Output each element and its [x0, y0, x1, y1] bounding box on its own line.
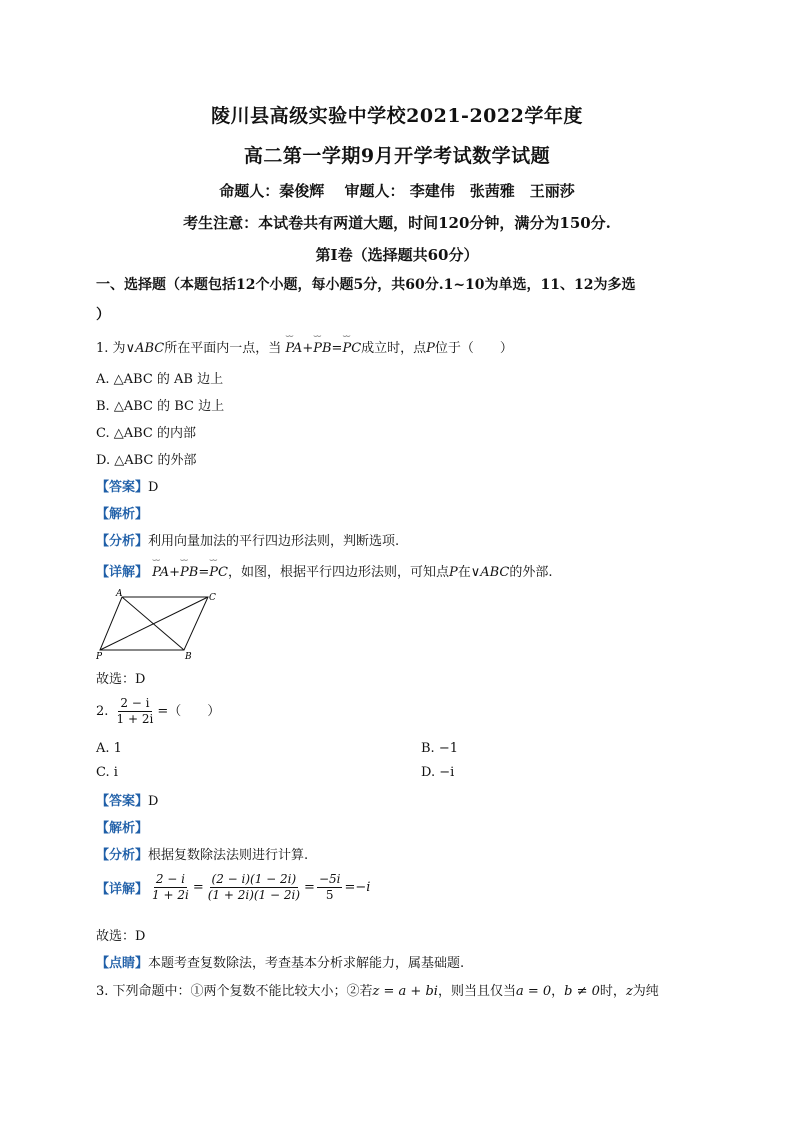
vector-pb: ⌣⌣ PB: [313, 341, 331, 356]
q1-option-c: C. △ABC 的内部: [96, 426, 197, 441]
q2-detail-equation: 【详解】 $\frac{2 - i}{1 + 2i}$ = $\frac{(2 - i)(1 - 2i)}{(1 + 2i)(1 - 2i)}$ = $\frac{-5i}{5}$ = −i: [96, 872, 371, 902]
vertex-a-label: A: [116, 589, 123, 599]
q2-option-d: D. −i: [421, 765, 455, 780]
q2-option-c: C. i: [96, 765, 118, 780]
q1-fenxi: 【分析】利用向量加法的平行四边形法则，判断选项.: [96, 534, 400, 549]
q3-stem: 3. 下列命题中：①两个复数不能比较大小；②若z = a + bi，则当且仅当a = 0，b ≠ 0时，z为纯: [96, 984, 659, 999]
q2-fraction: $\frac{2 - i}{1 + 2i}$: [116, 696, 154, 726]
part-heading: 第Ⅰ卷（选择题共60分）: [315, 246, 479, 264]
q2-answer: 【答案】D: [96, 794, 159, 809]
q2-fenxi: 【分析】根据复数除法法则进行计算.: [96, 848, 309, 863]
section-heading-cont: ）: [96, 307, 110, 323]
vertex-c-label: C: [209, 593, 216, 603]
q2-point: 【点睛】本题考查复数除法，考查基本分析求解能力，属基础题.: [96, 956, 465, 971]
q2-detail: [96, 872, 370, 903]
section-heading: 一、选择题（本题包括12个小题，每小题5分，共60分.1~10为单选，11、12为多选: [96, 277, 636, 293]
q1-option-d: D. △ABC 的外部: [96, 453, 197, 468]
vertex-b-label: B: [185, 652, 192, 660]
q2-option-a: A. 1: [96, 741, 122, 756]
q2-number: 2.: [96, 704, 109, 719]
q2-stem: 2. $\frac{2 - i}{1 + 2i}$ =（ ）: [96, 696, 221, 726]
exam-title: 陵川县高级实验中学校2021-2022学年度: [211, 105, 583, 127]
q1-choose: 故选：D: [96, 672, 146, 687]
vector-pc: ⌣⌣ PC: [342, 341, 361, 356]
q1-option-a: A. △ABC 的 AB 边上: [96, 372, 224, 387]
q1-number: 1.: [96, 341, 109, 356]
q1-answer: 【答案】D: [96, 480, 159, 495]
parallelogram-figure: [96, 588, 226, 660]
q1-detail: 【详解】 ⌣⌣ PA+⌣⌣ PB=⌣⌣ PC，如图，根据平行四边形法则，可知点P在∨ABC的外部.: [96, 561, 553, 580]
notice-line: 考生注意：本试卷共有两道大题，时间120分钟，满分为150分.: [183, 214, 611, 232]
triangle-symbol: ∨: [125, 341, 136, 356]
q2-choose: 故选：D: [96, 929, 146, 944]
q2-analysis-tag: 【解析】: [96, 821, 149, 836]
q1-analysis-tag: 【解析】: [96, 507, 149, 522]
q2-option-b: B. −1: [421, 741, 458, 756]
q1-stem: 1. 为∨ABC所在平面内一点，当 ⌣⌣ PA+⌣⌣ PB=⌣⌣ PC成立时，点P位于（ ）: [96, 337, 513, 356]
vector-pa: ⌣⌣ PA: [285, 341, 302, 356]
authors-line: 命题人：秦俊辉 审题人： 李建伟 张茜雅 王丽莎: [219, 182, 575, 200]
diagonal-pc: [100, 597, 208, 650]
exam-subtitle: 高二第一学期9月开学考试数学试题: [243, 145, 551, 167]
q3-z-expression: z = a + bi: [372, 984, 438, 999]
vertex-p-label: P: [96, 652, 103, 660]
q1-option-b: B. △ABC 的 BC 边上: [96, 399, 225, 414]
